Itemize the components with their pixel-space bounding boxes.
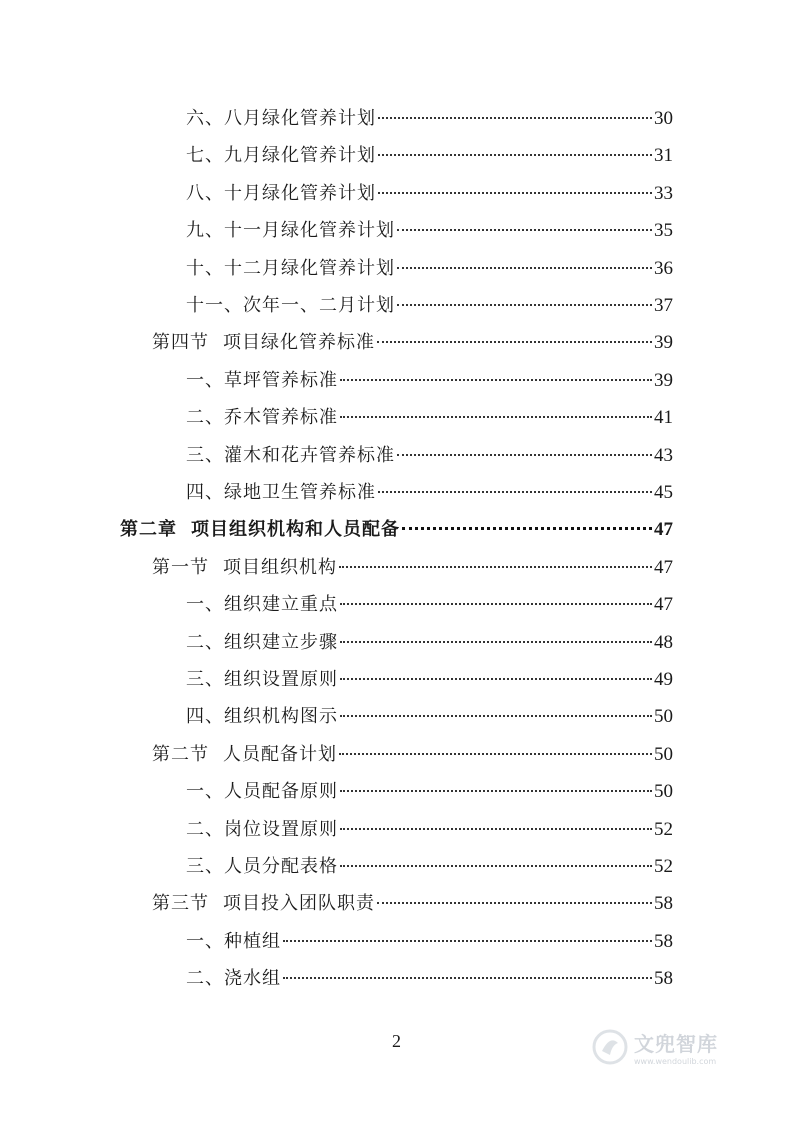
toc-entry-page: 39	[654, 369, 673, 391]
dot-leader	[340, 603, 652, 605]
watermark-url: www.wendoulib.com	[634, 1057, 717, 1066]
dot-leader	[340, 828, 652, 830]
dot-leader	[397, 229, 652, 231]
toc-entry-page: 41	[654, 407, 673, 429]
toc-entry-page: 47	[654, 556, 673, 578]
dot-leader	[340, 865, 652, 867]
toc-entry-title	[186, 404, 338, 432]
toc-entry[interactable]	[186, 367, 673, 395]
toc-entry-title	[186, 180, 376, 208]
toc-entry-title	[186, 853, 338, 881]
toc-entry-text: 八、十月绿化管养计划	[186, 182, 376, 204]
toc-entry-text: 七、九月绿化管养计划	[186, 145, 376, 167]
toc-entry-text: 人员配备计划	[223, 743, 337, 765]
toc-entry-text: 一、人员配备原则	[186, 781, 338, 803]
toc-entry-text: 一、组织建立重点	[186, 594, 338, 616]
dot-leader	[339, 753, 652, 755]
toc-entry-page: 50	[654, 781, 673, 803]
dot-leader	[340, 790, 652, 792]
toc-entry[interactable]	[152, 329, 673, 357]
toc-entry-text: 项目绿化管养标准	[223, 332, 375, 354]
toc-entry-page: 50	[654, 706, 673, 728]
toc-entry-title	[186, 778, 338, 806]
dot-leader	[340, 715, 652, 717]
toc-entry-title	[186, 666, 338, 694]
toc-entry-page: 47	[654, 594, 673, 616]
toc-entry-title	[120, 516, 400, 544]
toc-entry-page: 48	[654, 631, 673, 653]
toc-entry-text: 二、浇水组	[186, 968, 281, 990]
toc-entry-text: 项目组织机构和人员配备	[191, 519, 400, 541]
dot-leader	[340, 678, 652, 680]
toc-entry[interactable]	[186, 292, 673, 320]
watermark-name: 文兜智库	[634, 1032, 718, 1056]
toc-entry[interactable]	[152, 890, 673, 918]
toc-entry-text: 十一、次年一、二月计划	[186, 295, 395, 316]
toc-entry-page: 58	[654, 968, 673, 990]
dot-leader	[397, 454, 652, 456]
toc-entry[interactable]	[186, 666, 673, 694]
toc-entry-page: 52	[654, 856, 673, 877]
toc-entry-text: 四、组织机构图示	[186, 706, 338, 728]
dot-leader	[377, 341, 652, 343]
toc-entry-page: 52	[654, 818, 673, 840]
toc-entry[interactable]	[120, 516, 673, 544]
toc-entry-page: 47	[654, 519, 673, 541]
toc-entry-page: 33	[654, 182, 673, 204]
toc-entry-page: 49	[654, 669, 673, 690]
toc-entry-text: 二、岗位设置原则	[186, 818, 338, 840]
dot-leader	[402, 527, 652, 530]
watermark	[592, 1021, 752, 1073]
toc-entry[interactable]	[186, 442, 673, 470]
toc-entry-title	[186, 479, 376, 507]
dot-leader	[283, 940, 652, 942]
toc-entry-title	[186, 105, 376, 133]
toc-entry-label: 第三节	[152, 893, 209, 915]
toc-entry-text: 二、乔木管养标准	[186, 407, 338, 429]
toc-entry-label: 第二章	[120, 519, 177, 541]
toc-entry-page: 31	[654, 145, 673, 167]
toc-entry[interactable]	[186, 217, 673, 245]
toc-entry[interactable]	[186, 591, 673, 619]
dot-leader	[339, 566, 652, 568]
toc-entry-title	[186, 703, 338, 731]
toc-entry[interactable]	[186, 479, 673, 507]
toc-entry-title	[152, 890, 375, 918]
toc-entry-title	[186, 442, 395, 470]
dot-leader	[377, 902, 652, 904]
dot-leader	[397, 267, 652, 269]
toc-entry-label: 第四节	[152, 332, 209, 354]
watermark-logo-icon	[592, 1029, 628, 1065]
toc-entry[interactable]	[186, 928, 673, 956]
toc-entry[interactable]	[152, 741, 673, 769]
toc-entry-text: 项目投入团队职责	[223, 893, 375, 915]
page-number: 2	[392, 1031, 401, 1051]
toc-entry-page: 35	[654, 220, 673, 242]
dot-leader	[378, 154, 652, 156]
toc-entry-title	[186, 591, 338, 619]
toc-entry-text: 三、组织设置原则	[186, 669, 338, 690]
toc-entry[interactable]	[186, 629, 673, 657]
toc-entry-title	[186, 217, 395, 245]
toc-entry-page: 30	[654, 108, 673, 129]
toc-entry[interactable]	[186, 816, 673, 844]
toc-entry-page: 36	[654, 257, 673, 279]
toc-entry-page: 37	[654, 295, 673, 316]
toc-entry-title	[186, 629, 338, 657]
toc-entry[interactable]	[186, 404, 673, 432]
toc-entry-title	[186, 255, 395, 283]
toc-entry-text: 十、十二月绿化管养计划	[186, 257, 395, 279]
dot-leader	[340, 416, 652, 418]
dot-leader	[340, 379, 652, 381]
toc-entry-page: 43	[654, 444, 673, 466]
toc-entry[interactable]	[186, 853, 673, 881]
toc-entry-text: 三、灌木和花卉管养标准	[186, 444, 395, 466]
toc-entry-page: 39	[654, 332, 673, 354]
toc-entry-title	[186, 965, 281, 993]
toc-entry-text: 二、组织建立步骤	[186, 631, 338, 653]
toc-entry[interactable]	[186, 180, 673, 208]
dot-leader	[397, 304, 652, 306]
dot-leader	[378, 117, 652, 119]
toc-entry-title	[186, 142, 376, 170]
toc-entry-title	[186, 928, 281, 956]
toc-entry-title	[152, 329, 375, 357]
toc-entry[interactable]	[186, 105, 673, 133]
toc-entry[interactable]	[186, 703, 673, 731]
toc-entry-text: 四、绿地卫生管养标准	[186, 482, 376, 503]
toc-entry[interactable]	[186, 965, 673, 993]
toc-entry-text: 一、草坪管养标准	[186, 369, 338, 391]
toc-entry-page: 58	[654, 930, 673, 952]
toc-entry-title	[186, 292, 395, 320]
toc-entry-title	[186, 367, 338, 395]
toc-entry-page: 45	[654, 482, 673, 503]
toc-entry-text: 三、人员分配表格	[186, 856, 338, 877]
toc-entry-text: 一、种植组	[186, 930, 281, 952]
toc-entry-text: 九、十一月绿化管养计划	[186, 220, 395, 242]
toc-entry-text: 项目组织机构	[223, 556, 337, 578]
toc-entry-page: 58	[654, 893, 673, 915]
dot-leader	[378, 192, 652, 194]
dot-leader	[340, 641, 652, 643]
toc-entry[interactable]	[186, 255, 673, 283]
dot-leader	[283, 977, 652, 979]
toc-entry-label: 第二节	[152, 743, 209, 765]
toc-entry[interactable]	[186, 142, 673, 170]
toc-entry-label: 第一节	[152, 556, 209, 578]
dot-leader	[378, 491, 652, 493]
toc-entry-title	[152, 741, 337, 769]
toc-entry[interactable]	[186, 778, 673, 806]
toc-entry-title	[186, 816, 338, 844]
toc-entry-text: 六、八月绿化管养计划	[186, 108, 376, 129]
toc-entry-title	[152, 554, 337, 582]
toc-entry-page: 50	[654, 743, 673, 765]
toc-entry[interactable]	[152, 554, 673, 582]
